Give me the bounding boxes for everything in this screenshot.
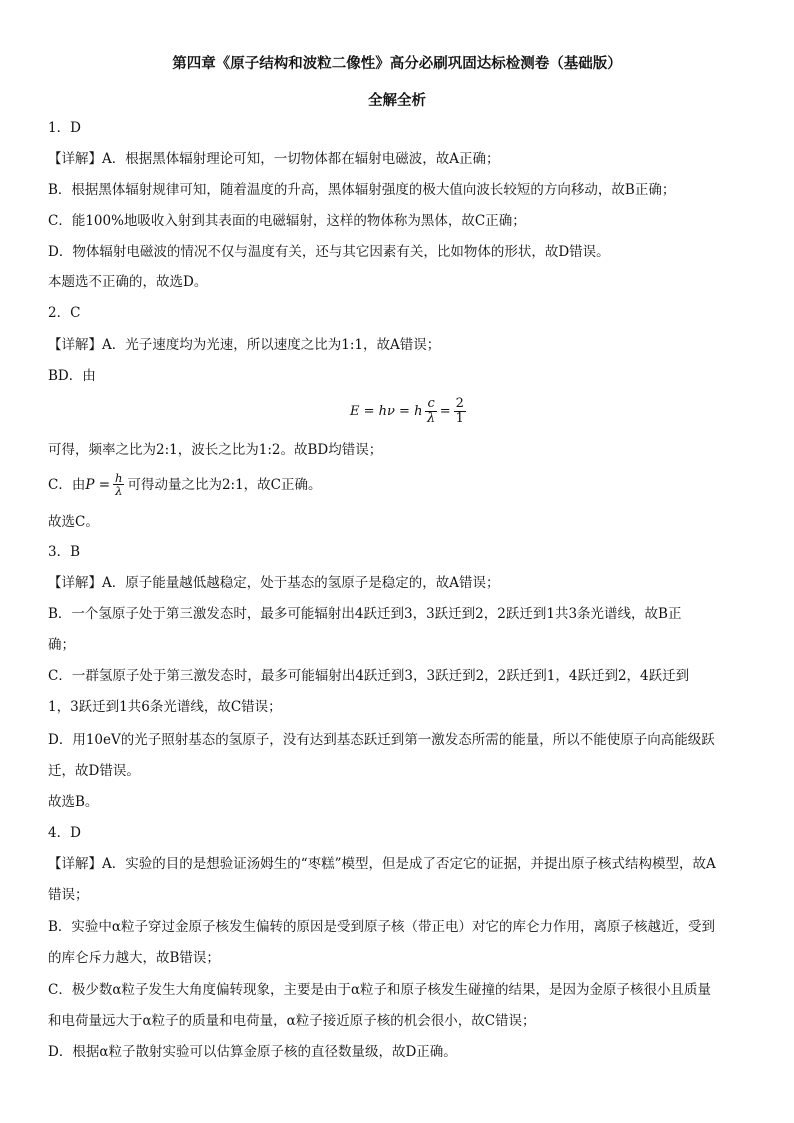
explanation-line: D．物体辐射电磁波的情况不仅与温度有关，还与其它因素有关，比如物体的形状，故D错误。 bbox=[48, 244, 610, 260]
fraction-two-over-one: $\frac{2}{1}$ bbox=[455, 396, 464, 426]
explanation-line: 迁，故D错误。 bbox=[48, 763, 140, 779]
explanation-line: BD．由 bbox=[48, 368, 96, 384]
equals-sign: = bbox=[439, 404, 451, 419]
explanation-line: 故选B。 bbox=[48, 794, 99, 810]
explanation-line: B．实验中α粒子穿过金原子核发生偏转的原因是受到原子核（带正电）对它的库仑力作用，离原子核越近，受到 bbox=[48, 919, 716, 935]
answer-number-1: 1．D bbox=[48, 120, 81, 136]
explanation-line: D．用10eV的光子照射基态的氢原子，没有达到基态跃迁到第一激发态所需的能量，所以不能使原子向高能级跃 bbox=[48, 732, 715, 748]
explanation-line: 和电荷量远大于α粒子的质量和电荷量，α粒子接近原子核的机会很小，故C错误； bbox=[48, 1013, 536, 1029]
explanation-line: 本题选不正确的，故选D。 bbox=[48, 274, 208, 290]
explanation-line: B．根据黑体辐射规律可知，随着温度的升高，黑体辐射强度的极大值向波长较短的方向移动，故B正确； bbox=[48, 182, 676, 198]
explanation-line: 【详解】A．实验的目的是想验证汤姆生的“枣糕”模型，但是成了否定它的证据，并提出原子核式结构模型，故A bbox=[48, 856, 716, 872]
explanation-line-momentum: C．由 P = $\frac{h}{\lambda}$ 可得动量之比为2:1，故C正确。 bbox=[48, 471, 322, 498]
equation-energy bbox=[350, 397, 469, 426]
explanation-line: 确； bbox=[48, 637, 75, 653]
explanation-line: 可得，频率之比为2:1，波长之比为1:2。故BD均错误； bbox=[48, 442, 383, 458]
fraction-c-over-lambda: $\frac{c}{\lambda}$ bbox=[426, 396, 436, 426]
explanation-line: D．根据α粒子散射实验可以估算金原子核的直径数量级，故D正确。 bbox=[48, 1044, 457, 1060]
explanation-line: 【详解】A．根据黑体辐射理论可知，一切物体都在辐射电磁波，故A正确； bbox=[48, 151, 500, 167]
answer-number-3: 3．B bbox=[48, 544, 81, 560]
document-title: 第四章《原子结构和波粒二像性》高分必刷巩固达标检测卷（基础版） bbox=[172, 55, 622, 72]
explanation-line: C．能100%地吸收入射到其表面的电磁辐射，这样的物体称为黑体，故C正确； bbox=[48, 213, 526, 229]
explanation-line: 1，3跃迁到1共6条光谱线，故C错误； bbox=[48, 699, 282, 715]
explanation-line: 故选C。 bbox=[48, 514, 99, 530]
explanation-line: C．极少数α粒子发生大角度偏转现象，主要是由于α粒子和原子核发生碰撞的结果，是因为金原子核很小且质量 bbox=[48, 982, 712, 998]
document-subtitle: 全解全析 bbox=[368, 92, 426, 109]
fraction-h-over-lambda: $\frac{h}{\lambda}$ bbox=[115, 471, 123, 498]
explanation-line: 错误； bbox=[48, 887, 89, 903]
answer-number-2: 2．C bbox=[48, 305, 81, 321]
equation-lhs: E = hν = h bbox=[350, 404, 423, 419]
explanation-line: 的库仑斥力越大，故B错误； bbox=[48, 950, 220, 966]
explanation-line: 【详解】A．光子速度均为光速，所以速度之比为1:1，故A错误； bbox=[48, 337, 441, 353]
explanation-line: C．一群氢原子处于第三激发态时，最多可能辐射出4跃迁到3，3跃迁到2，2跃迁到1，4跃迁到2，4跃迁到 bbox=[48, 668, 690, 684]
explanation-line: 【详解】A．原子能量越低越稳定，处于基态的氢原子是稳定的，故A错误； bbox=[48, 575, 500, 591]
answer-number-4: 4．D bbox=[48, 825, 81, 841]
explanation-line: B．一个氢原子处于第三激发态时，最多可能辐射出4跃迁到3，3跃迁到2，2跃迁到1共3条光谱线，故B正 bbox=[48, 606, 682, 622]
